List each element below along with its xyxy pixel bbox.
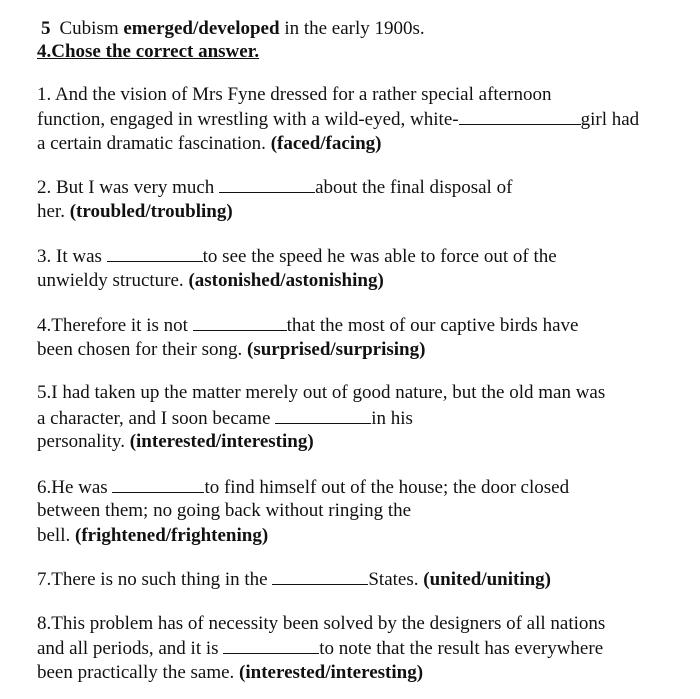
question-4-line-2: [37, 339, 425, 361]
question-1-line-3: [37, 133, 382, 155]
question-4-text: 4.Therefore it is not: [37, 315, 193, 336]
question-8-text-end: been practically the same.: [37, 662, 240, 683]
question-6-text-end: bell.: [37, 525, 75, 546]
question-3-options: (astonished/astonishing): [188, 270, 384, 291]
question-1-line-2: [37, 108, 639, 131]
question-1-text-after: girl had: [580, 109, 640, 130]
question-4-options: (surprised/surprising): [247, 339, 426, 360]
question-5-options: (interested/interesting): [129, 431, 314, 452]
question-2-options: (troubled/troubling): [69, 201, 233, 222]
question-4-text-end: been chosen for their song.: [37, 339, 247, 360]
question-7-blank[interactable]: [272, 568, 368, 585]
question-3-line-1: [37, 245, 557, 268]
question-6-text-after: to find himself out of the house; the door closed: [204, 477, 570, 498]
question-2-text-end: her.: [37, 201, 70, 222]
question-7-text-after: States.: [368, 569, 424, 590]
question-1-blank[interactable]: [459, 108, 581, 125]
item-5-number: 5: [41, 18, 51, 39]
question-5-line-2: [37, 407, 413, 430]
question-3-text-after: to see the speed he was able to force out of the: [202, 246, 557, 267]
question-8-text-after: to note that the result has everywhere: [319, 638, 604, 659]
question-2-text-after: about the final disposal of: [315, 177, 513, 198]
question-4-blank[interactable]: [193, 314, 287, 331]
question-6-text: 6.He was: [37, 477, 113, 498]
question-8-options: (interested/interesting): [239, 662, 424, 683]
question-1-text-end: a certain dramatic fascination.: [37, 133, 271, 154]
question-3-text: 3. It was: [37, 246, 107, 267]
question-2-text: 2. But I was very much: [37, 177, 220, 198]
question-6-line-3: [37, 525, 268, 547]
question-8-text: and all periods, and it is: [37, 638, 224, 659]
question-8-line-3: [37, 662, 423, 684]
item-5: [41, 18, 425, 40]
question-5-line-1: 5.I had taken up the matter merely out of good nature, but the old man was: [37, 382, 606, 403]
question-7-line-1: [37, 568, 551, 591]
question-7-options: (united/uniting): [423, 569, 552, 590]
question-1-line-1: 1. And the vision of Mrs Fyne dressed for a rather special afternoon: [37, 84, 552, 105]
question-1-text: function, engaged in wrestling with a wild-eyed, white-: [37, 109, 459, 130]
section-title: 4.Chose the correct answer.: [37, 41, 260, 62]
question-4-line-1: [37, 314, 578, 337]
question-2-line-1: [37, 176, 512, 199]
question-8-line-1: 8.This problem has of necessity been solved by the designers of all nations: [37, 613, 606, 634]
item-5-text-start: Cubism: [59, 18, 124, 39]
question-6-line-2: between them; no going back without ringing the: [37, 500, 412, 521]
question-6-line-1: [37, 476, 569, 499]
question-3-text-end: unwieldy structure.: [37, 270, 189, 291]
question-6-options: (frightened/frightening): [75, 525, 269, 546]
question-8-blank[interactable]: [223, 637, 319, 654]
question-3-line-2: [37, 270, 384, 292]
question-5-text: a character, and I soon became: [37, 408, 276, 429]
question-5-text-end: personality.: [37, 431, 130, 452]
question-1-options: (faced/facing): [270, 133, 382, 154]
item-5-text-end: in the early 1900s.: [279, 18, 425, 39]
question-4-text-after: that the most of our captive birds have: [286, 315, 579, 336]
question-5-text-after: in his: [371, 408, 413, 429]
question-8-line-2: [37, 637, 603, 660]
question-5-line-3: [37, 431, 314, 453]
question-7-text: 7.There is no such thing in the: [37, 569, 273, 590]
question-2-blank[interactable]: [219, 176, 315, 193]
question-2-line-2: [37, 201, 233, 223]
question-3-blank[interactable]: [107, 245, 203, 262]
item-5-bold-answer: emerged/developed: [123, 18, 280, 39]
question-5-blank[interactable]: [275, 407, 371, 424]
question-6-blank[interactable]: [112, 476, 204, 493]
